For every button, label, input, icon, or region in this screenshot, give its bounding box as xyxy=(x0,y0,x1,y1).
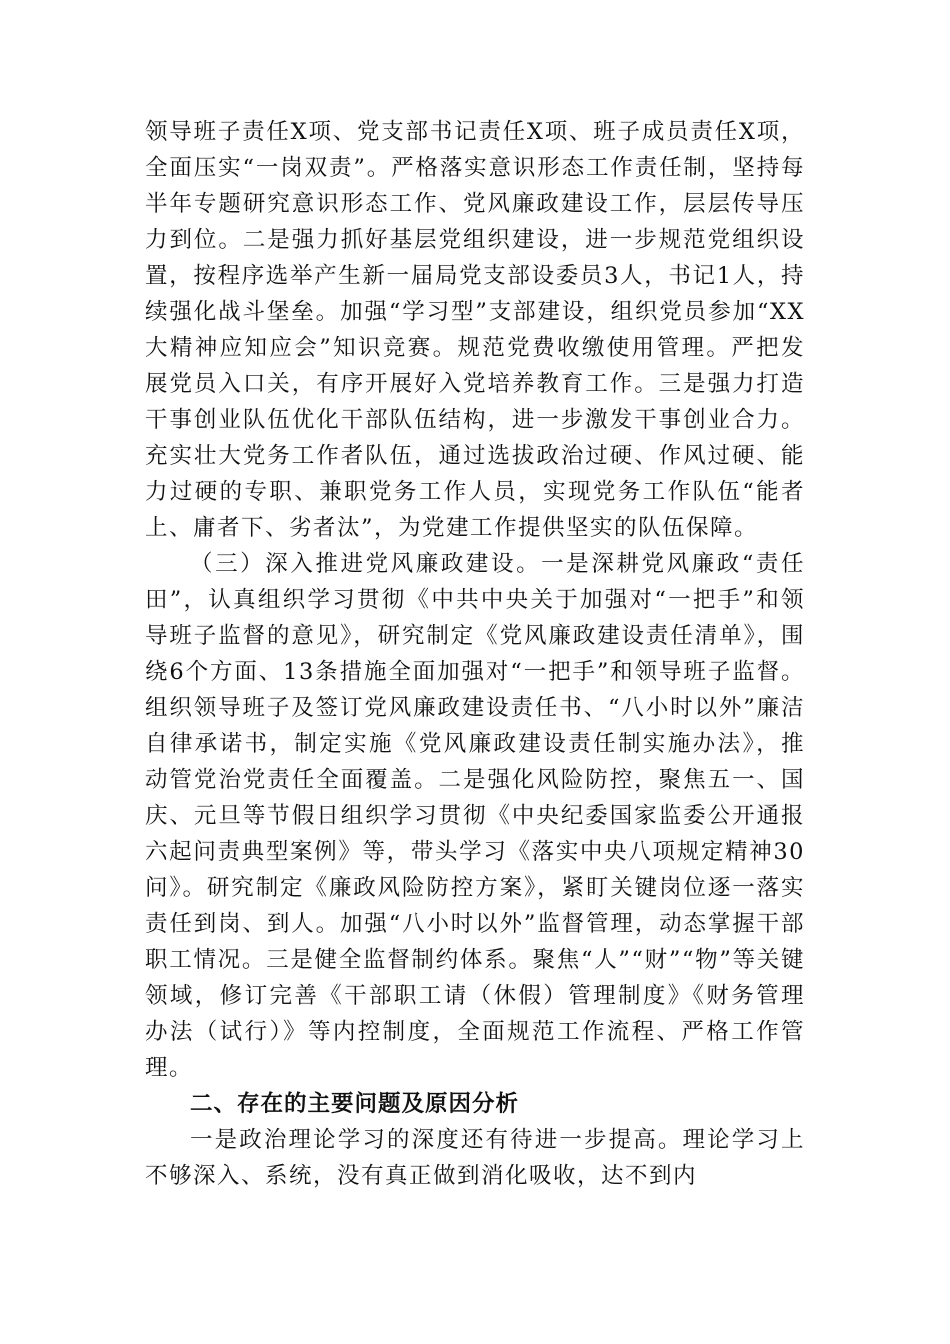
section-heading: 二、存在的主要问题及原因分析 xyxy=(190,1091,520,1117)
paragraph-party-building-continued: 领导班子责任X项、党支部书记责任X项、班子成员责任X项，全面压实“一岗双责”。严格落实意识形态工作责任制，坚持每半年专题研究意识形态工作、党风廉政建设工作，层层传导压力到位。二是强力抓好基层党组织建设，进一步规范党组织设置，按程序选举产生新一届局党支部设委员3人，书记1人，持续强化战斗堡垒。加强“学习型”支部建设，组织党员参加“XX大精神应知应会”知识竞赛。规范党费收缴使用管理。严把发展党员入口关，有序开展好入党培养教育工作。三是强力打造干事创业队伍优化干部队伍结构，进一步激发干事创业合力。充实壮大党务工作者队伍，通过选拔政治过硬、作风过硬、能力过硬的专职、兼职党务工作人员，实现党务工作队伍“能者上、庸者下、劣者汰”，为党建工作提供坚实的队伍保障。 xyxy=(145,119,805,541)
document-body xyxy=(145,114,805,1194)
paragraph-problems: 一是政治理论学习的深度还有待进一步提高。理论学习上不够深入、系统，没有真正做到消化吸收，达不到内 xyxy=(145,1127,805,1189)
paragraph-anti-corruption: （三）深入推进党风廉政建设。一是深耕党风廉政“责任田”，认真组织学习贯彻《中共中央关于加强对“一把手”和领导班子监督的意见》，研究制定《党风廉政建设责任清单》，围绕6个方面、13条措施全面加强对“一把手”和领导班子监督。组织领导班子及签订党风廉政建设责任书、“八小时以外”廉洁自律承诺书，制定实施《党风廉政建设责任制实施办法》，推动管党治党责任全面覆盖。二是强化风险防控，聚焦五一、国庆、元旦等节假日组织学习贯彻《中央纪委国家监委公开通报六起问责典型案例》等，带头学习《落实中央八项规定精神30问》。研究制定《廉政风险防控方案》，紧盯关键岗位逐一落实责任到岗、到人。加强“八小时以外”监督管理，动态掌握干部职工情况。三是健全监督制约体系。聚焦“人”“财”“物”等关键领域，修订完善《干部职工请（休假）管理制度》《财务管理办法（试行）》等内控制度，全面规范工作流程、严格工作管理。 xyxy=(145,551,805,1081)
